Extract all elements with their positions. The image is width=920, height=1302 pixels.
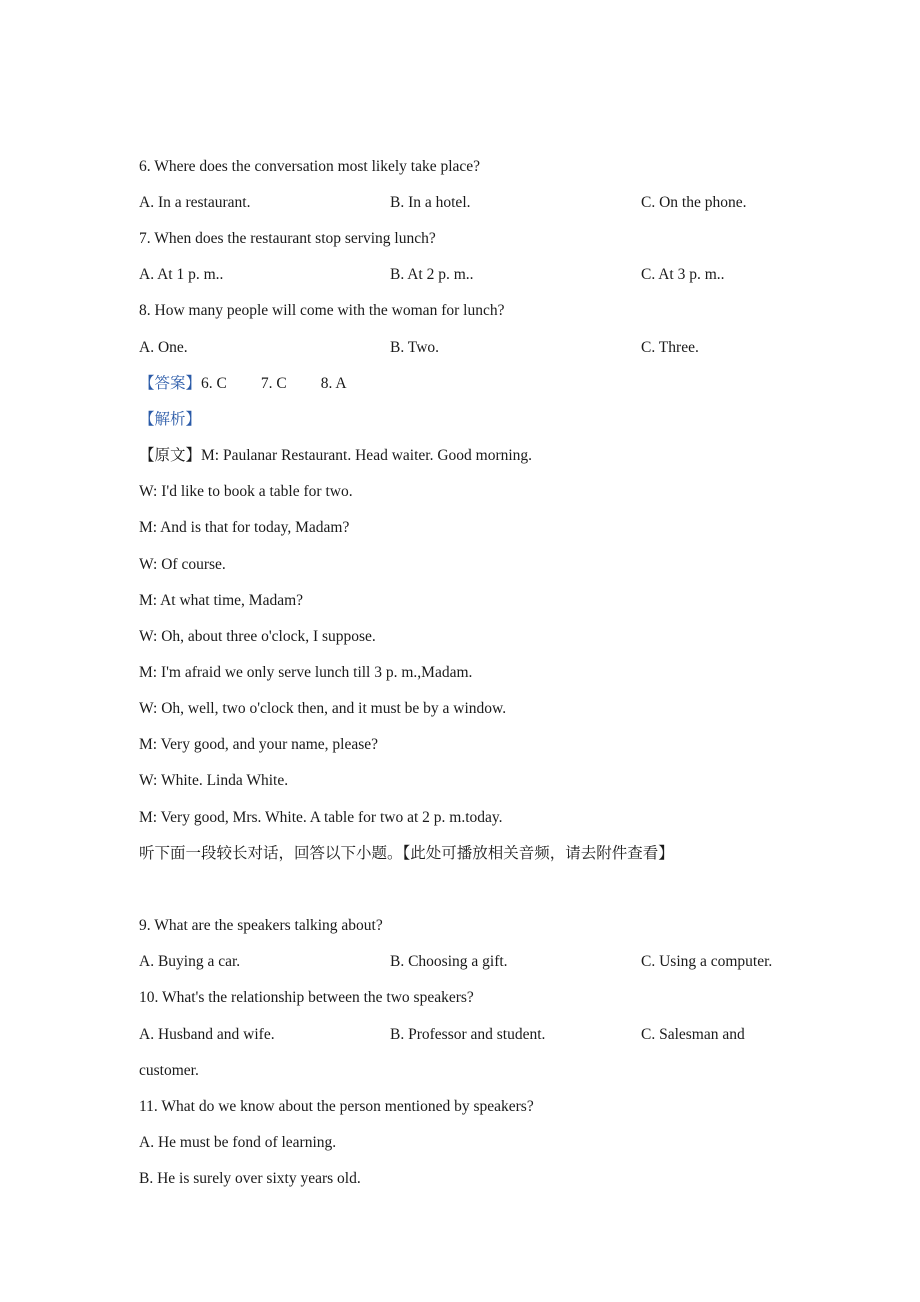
question-8: 8. How many people will come with the woman for lunch? [139,302,505,319]
q6-option-b: B. In a hotel. [390,194,471,211]
q8-option-b: B. Two. [390,339,440,356]
transcript-line: M: Paulanar Restaurant. Head waiter. Good morning. [201,447,533,464]
q7-option-c: C. At 3 p. m.. [641,266,725,283]
transcript-line: W: White. Linda White. [139,772,289,789]
q10-option-a: A. Husband and wife. [139,1026,275,1043]
q11-option-b: B. He is surely over sixty years old. [139,1170,361,1187]
answer-item: 7. C [260,375,287,392]
transcript-line: M: And is that for today, Madam? [139,519,350,536]
q9-option-b: B. Choosing a gift. [390,953,508,970]
q6-option-c: C. On the phone. [641,194,747,211]
question-10: 10. What's the relationship between the two speakers? [139,989,474,1006]
transcript-line: W: Of course. [139,556,226,573]
transcript-first-line [139,446,532,466]
q10-option-b: B. Professor and student. [390,1026,546,1043]
q6-option-a: A. In a restaurant. [139,194,251,211]
answer-item: 8. A [320,375,347,392]
transcript-line: M: Very good, Mrs. White. A table for two at 2 p. m.today. [139,809,503,826]
q11-option-a: A. He must be fond of learning. [139,1134,337,1151]
q10-option-c-continuation: customer. [139,1062,199,1079]
q9-option-c: C. Using a computer. [641,953,773,970]
transcript-line: W: I'd like to book a table for two. [139,483,353,500]
transcript-line: W: Oh, well, two o'clock then, and it must be by a window. [139,700,507,717]
transcript-line: W: Oh, about three o'clock, I suppose. [139,628,376,645]
q8-option-a: A. One. [139,339,188,356]
transcript-line: M: Very good, and your name, please? [139,736,379,753]
q10-option-c: C. Salesman and [641,1026,745,1043]
transcript-line: M: I'm afraid we only serve lunch till 3 p. m.,Madam. [139,664,473,681]
answer-line [139,374,347,394]
question-11: 11. What do we know about the person mentioned by speakers? [139,1098,534,1115]
transcript-label: 【原文】 [139,447,202,464]
answer-label: 【答案】 [139,375,202,392]
q8-option-c: C. Three. [641,339,699,356]
listening-instruction: 听下面一段较长对话，回答以下小题。【此处可播放相关音频，请去附件查看】 [139,845,674,862]
analysis-label: 【解析】 [139,411,202,428]
q9-option-a: A. Buying a car. [139,953,241,970]
question-9: 9. What are the speakers talking about? [139,917,383,934]
q7-option-a: A. At 1 p. m.. [139,266,224,283]
q7-option-b: B. At 2 p. m.. [390,266,474,283]
answer-item: 6. C [201,375,227,392]
question-7: 7. When does the restaurant stop serving lunch? [139,230,436,247]
transcript-line: M: At what time, Madam? [139,592,304,609]
question-6: 6. Where does the conversation most likely take place? [139,158,481,175]
